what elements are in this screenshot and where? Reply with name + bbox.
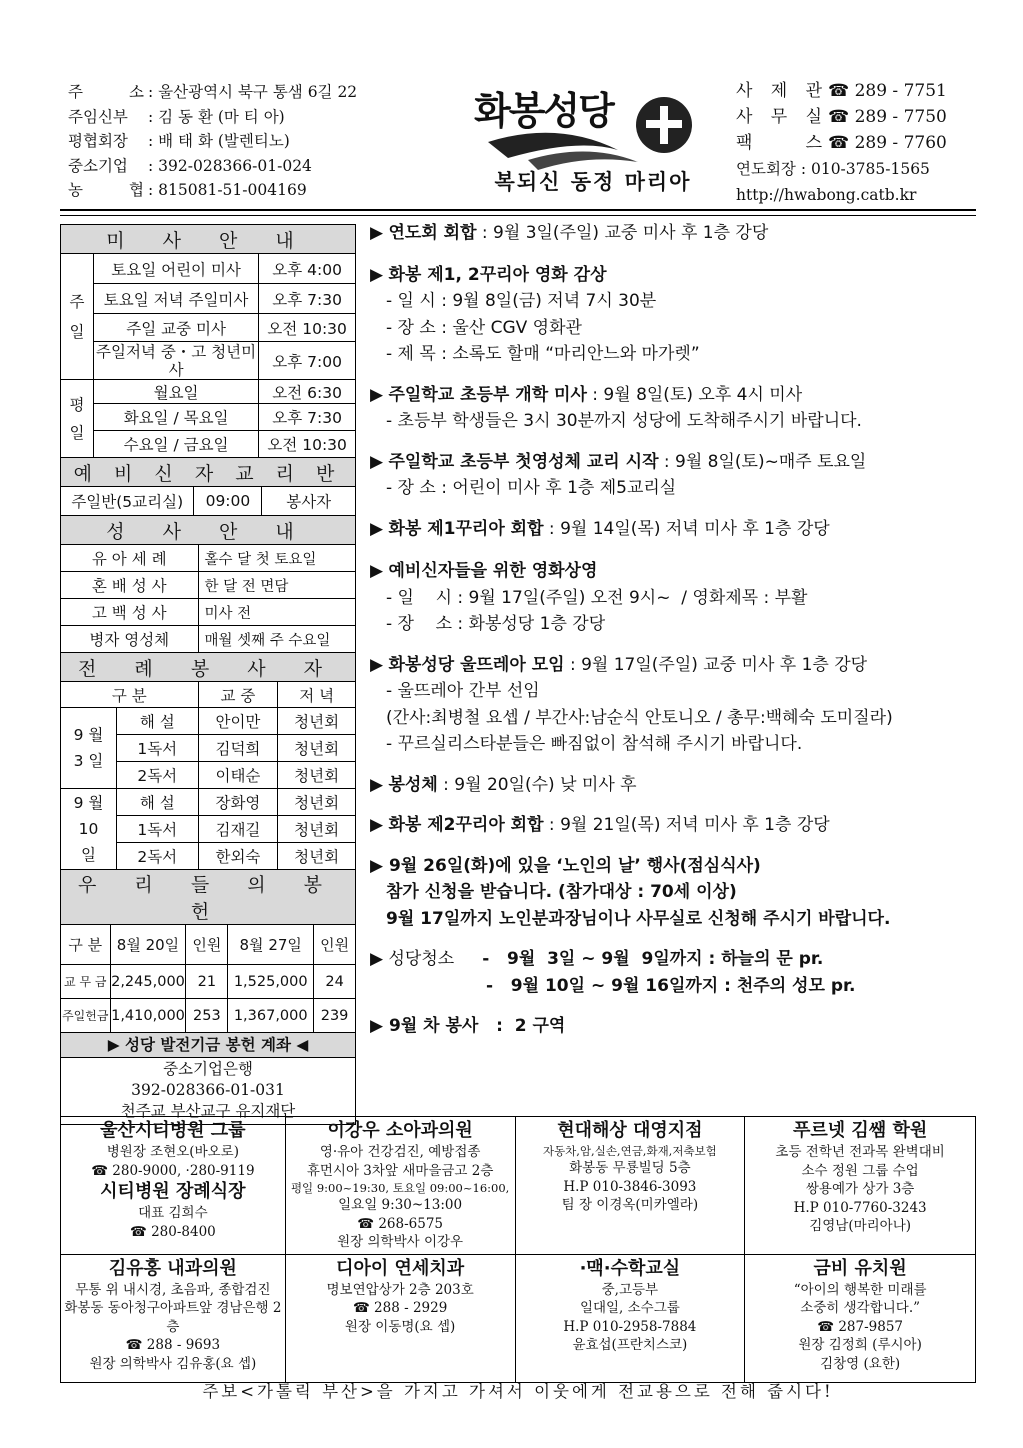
contact-label: 팩 스 [736,133,822,153]
sacrament-title: 성 사 안 내 [61,516,356,545]
contact-row [736,104,981,130]
notice-title [370,449,980,476]
info-value: : 392-028366-01-024 [148,156,312,175]
cleaning-line: - 9월 10일 ~ 9월 16일까지 : 천주의 성모 pr. [486,975,856,996]
catechumen-title: 예 비 신 자 교 리 반 [61,458,356,487]
server-main: 이태순 [198,762,278,789]
notice-detail: : 9월 20일(수) 낮 미사 후 [437,774,637,795]
offering-value: 253 [186,999,228,1033]
offering-title: 우 리 들 의 봉 헌 [61,870,356,925]
ad-line: 윤효섭(프란치스코) [572,1337,688,1353]
ad-cell[interactable] [515,1254,745,1382]
notice-heading: 화봉 제2꾸리아 회합 [388,815,544,835]
offering-value: 21 [186,965,228,999]
mass-time: 오후 7:30 [259,404,356,431]
server-role: 해 설 [116,708,198,735]
notice-line: (간사:최병철 요셉 / 부간사:남순식 안토니오 / 총무:백혜숙 도미질라) [386,707,893,728]
ad-line: H.P 010-2958-7884 [563,1318,697,1335]
ad-line: 휴먼시아 3차앞 새마을금고 2층 [306,1162,494,1179]
fund-line: 392-028366-01-031 [131,1081,285,1099]
mass-name: 토요일 저녁 주일미사 [93,284,258,314]
notice-title [370,382,980,409]
ad-row [61,1254,976,1382]
servers-table [60,652,356,870]
notice-title [370,772,980,799]
spacer [370,758,980,772]
server-evening: 청년회 [278,789,356,816]
mass-title: 미 사 안 내 [61,225,356,254]
spacer [370,502,980,516]
server-evening: 청년회 [278,762,356,789]
notice-line: - 일 시 : 9월 8일(금) 저녁 7시 30분 [386,291,657,311]
ad-line: 병원장 조현오(바오로) [106,1144,239,1160]
notice-title [370,262,980,289]
ad-cell[interactable] [515,1117,745,1255]
ad-row [61,1117,976,1255]
notice-heading: 화봉 제1꾸리아 회합 [388,518,544,539]
logo-name: 화봉성당 [474,89,613,133]
sacrament-name: 고 백 성 사 [61,599,199,626]
left-column [60,224,356,1125]
ad-cell[interactable] [745,1254,976,1382]
offering-head: 구 분 [61,925,111,965]
notice-heading: 주일학교 초등부 첫영성체 교리 시작 [388,451,659,472]
notice-line: - 초등부 학생들은 3시 30분까지 성당에 도착해주시기 바랍니다. [386,411,862,431]
spacer [370,542,980,558]
ad-line: “아이의 행복한 미래를 [793,1281,927,1298]
ad-line: 일대일, 소수그룹 [579,1300,680,1316]
notice-heading: 주일학교 초등부 개학 미사 [388,384,587,405]
offering-row [61,965,356,999]
server-role: 해 설 [116,789,198,816]
info-label: 주 소 [68,83,144,101]
arrow-icon: ▶ [370,855,389,876]
ad-line: 영·유아 건강검진, 예방접종 [319,1144,481,1160]
arrow-icon: ▶ [370,384,389,405]
info-row [68,80,398,105]
sacrament-row [61,545,356,572]
website-link[interactable]: http://hwabong.catb.kr [736,186,917,204]
servers-head: 교 중 [198,682,278,708]
parish-logo [468,80,718,200]
notice-line: - 일 시 : 9월 17일(주일) 오전 9시~ / 영화제목 : 부활 [386,587,808,608]
arrow-icon: ▶ [370,815,389,835]
contact-phone: ☎ 289 - 7750 [828,107,947,127]
ad-line: H.P 010-3846-3093 [563,1178,697,1195]
server-main: 장화영 [198,789,278,816]
info-row [68,105,398,130]
ad-cell[interactable] [745,1117,976,1255]
server-evening: 청년회 [278,735,356,762]
sacrament-info: 홀수 달 첫 토요일 [198,545,355,572]
notice-detail: : 9월 8일(토)~매주 토요일 [658,451,867,472]
offering-value: 1,410,000 [110,999,186,1033]
offering-head: 인원 [314,925,356,965]
ad-line: 쌍용예가 상가 3층 [805,1181,915,1197]
catechumen-table [60,457,356,516]
mass-time: 오전 10:30 [259,314,356,342]
notice-line: - 장 소 : 울산 CGV 영화관 [386,317,582,338]
notice-title [370,558,980,585]
info-label: 평협회장 [68,132,128,151]
notice-detail: : 9월 8일(토) 오후 4시 미사 [586,384,803,405]
ad-line: 초등 전학년 전과목 완벽대비 [775,1144,945,1160]
notice-detail: : 9월 14일(목) 저녁 미사 후 1층 강당 [543,518,830,539]
spacer [370,638,980,652]
ad-line: 일요일 9:30~13:00 [338,1197,463,1213]
server-date: 9 월 3 일 [61,708,117,789]
sacrament-name: 유 아 세 례 [61,545,199,572]
info-label: 중소기업 [68,156,128,175]
logo-tagline: 복되신 동정 마리아 [494,170,692,194]
notice-line: - 장 소 : 어린이 미사 후 1층 제5교리실 [386,478,677,498]
sacrament-row [61,599,356,626]
ad-cell[interactable] [285,1254,515,1382]
contact-label: 사 제 관 [736,81,822,101]
info-value: : 울산광역시 북구 통샘 6길 22 [148,83,358,101]
offering-row [61,999,356,1033]
mass-time: 오후 7:30 [259,284,356,314]
offering-value: 239 [314,999,356,1033]
server-role: 1독서 [116,816,198,843]
spacer [370,247,980,262]
info-row [68,178,398,203]
info-value: : 김 동 환 (마 티 아) [148,107,285,126]
ad-line: 명보연압상가 2층 203호 [326,1281,474,1298]
offering-table [60,869,356,1033]
catechumen-teacher: 봉사자 [262,487,356,516]
ad-title: 금비 유치원 [813,1257,907,1279]
servers-head: 저 녁 [278,682,356,708]
sunday-label: 주일 [61,254,94,380]
weekday-label: 평일 [61,380,94,458]
server-role: 2독서 [116,843,198,870]
spacer [370,368,980,382]
cleaning-line [370,946,980,973]
contact-phone: ☎ 289 - 7760 [828,133,947,153]
mass-time: 오전 6:30 [259,380,356,404]
offering-value: 1,525,000 [228,965,314,999]
notice-title [370,652,980,679]
arrow-icon: ▶ [370,949,389,969]
offering-name: 교 무 금 [61,965,111,999]
server-role: 1독서 [116,735,198,762]
server-evening: 청년회 [278,708,356,735]
ad-line: 무통 위 내시경, 초음파, 종합검진 [75,1281,271,1298]
ad-line: ☎ 280-9000, ·280-9119 [91,1162,255,1179]
ad-grid [60,1116,976,1383]
fund-box [60,1032,356,1125]
notice-title [370,516,980,543]
notice-list [370,220,980,1040]
ad-line: 김창영 (요한) [820,1355,901,1372]
spacer [370,798,980,812]
spacer [370,932,980,946]
offering-value: 1,367,000 [228,999,314,1033]
mass-table [60,224,356,458]
ad-line: 대표 김희수 [138,1205,208,1221]
mass-name: 주일저녁 중・고 청년미사 [93,342,258,380]
catechumen-class: 주일반(5교리실) [61,487,194,516]
server-main: 김덕희 [198,735,278,762]
contact-row [736,78,981,104]
spacer [370,839,980,853]
notice-heading: 화봉 제1, 2꾸리아 영화 감상 [388,264,607,285]
notice-line: - 울뜨레아 간부 선임 [386,681,540,701]
arrow-icon: ▶ [370,223,389,243]
info-row [68,154,398,179]
ad-cell[interactable] [61,1117,286,1255]
parish-info [68,80,398,203]
notice-heading: 연도회 회합 [388,223,477,243]
ad-line: 원장 의학박사 이강우 [337,1234,464,1250]
sacrament-info: 미사 전 [198,599,355,626]
elder-day-text: 9월 26일(화)에 있을 ‘노인의 날’ 행사(점심식사) [389,855,761,876]
mass-name: 화요일 / 목요일 [93,404,258,431]
server-row [61,708,356,735]
ad-line: 화봉동 동아청구아파트앞 경남은행 2층 [64,1300,282,1335]
arrow-icon: ▶ [370,1016,389,1036]
ad-line: ☎ 280-8400 [129,1223,216,1240]
mass-time: 오후 4:00 [259,254,356,284]
ad-title: 김유홍 내과의원 [108,1257,237,1279]
servers-title: 전 례 봉 사 자 [61,653,356,682]
offering-value: 24 [314,965,356,999]
elder-day-line [370,853,980,880]
contact-label: 사 무 실 [736,107,822,127]
spacer [370,435,980,449]
elder-day-line [370,906,980,933]
mass-time: 오후 7:00 [259,342,356,380]
ad-line: ☎ 288 - 9693 [125,1337,221,1353]
ad-title: 울산시티병원 그룹 [100,1120,246,1141]
ad-line: 소중히 생각합니다.” [800,1300,921,1316]
info-label: 농 협 [68,181,144,200]
server-row [61,789,356,816]
notice-title [370,812,980,839]
catechumen-time: 09:00 [194,487,262,516]
mass-name: 토요일 어린이 미사 [93,254,258,284]
arrow-icon: ▶ [370,518,389,539]
ad-title: 푸르넷 김쌤 학원 [792,1120,928,1141]
ad-title: 이강우 소아과의원 [327,1120,473,1141]
sacrament-row [61,572,356,599]
elder-day-text: 참가 신청을 받습니다. (참가대상 : 70세 이상) [386,882,737,902]
ad-title: ·맥·수학교실 [579,1257,681,1279]
offering-head: 8월 27일 [228,925,314,965]
ad-line: 화봉동 무룡빌딩 5층 [569,1160,691,1176]
notice-line: - 제 목 : 소록도 할매 “마리안느와 마가렛” [386,344,700,364]
server-evening: 청년회 [278,843,356,870]
ad-line: 김영남(마리아나) [809,1218,912,1234]
mass-name: 월요일 [93,380,258,404]
header-divider [60,209,976,216]
spacer [370,999,980,1013]
ad-line: ☎ 287-9857 [817,1318,904,1335]
notice-heading: 봉성체 [388,774,438,795]
fund-title: ▶ 성당 발전기금 봉헌 계좌 ◀ [61,1033,355,1058]
notice-line: - 꾸르실리스타분들은 빠짐없이 참석해 주시기 바랍니다. [386,734,803,754]
ad-title: 시티병원 장례식장 [100,1181,246,1202]
sacrament-info: 한 달 전 면담 [198,572,355,599]
offering-head: 인원 [186,925,228,965]
notice-detail: : 9월 3일(주일) 교중 미사 후 1층 강당 [476,223,769,243]
server-date: 9 월 10 일 [61,789,117,870]
offering-name: 주일헌금 [61,999,111,1033]
elder-day-text: 9월 17일까지 노인분과장님이나 사무실로 신청해 주시기 바랍니다. [386,908,891,929]
arrow-icon: ▶ [370,654,389,675]
ad-cell[interactable] [285,1117,515,1255]
offering-value: 2,245,000 [110,965,186,999]
servers-head: 구 분 [61,682,199,708]
sacrament-table [60,515,356,653]
contact-phone: ☎ 289 - 7751 [828,81,947,101]
arrow-icon: ▶ [370,561,389,581]
offering-head: 8월 20일 [110,925,186,965]
contact-row [736,130,981,156]
mass-name: 주일 교중 미사 [93,314,258,342]
ad-line: 원장 의학박사 김유홍(요 셉) [89,1355,257,1372]
ad-line: ☎ 288 - 2929 [352,1300,448,1316]
service-text: 9월 차 봉사 : 2 구역 [389,1016,566,1036]
server-main: 김재길 [198,816,278,843]
server-evening: 청년회 [278,816,356,843]
cleaning-period: - 9월 3일 ~ 9월 9일까지 : 하늘의 문 pr. [482,949,824,969]
footer-note: 주보<가톨릭 부산>을 가지고 가셔서 이웃에게 전교용으로 전해 줍시다! [202,1382,834,1401]
elder-day-line [370,879,980,906]
ad-cell[interactable] [61,1254,286,1382]
server-main: 한외숙 [198,843,278,870]
info-label: 주임신부 [68,107,128,126]
arrow-icon: ▶ [370,264,389,285]
notice-heading: 예비신자들을 위한 영화상영 [388,561,598,581]
ad-line: 중,고등부 [601,1281,659,1298]
fund-line: 중소기업은행 [163,1060,253,1078]
info-value: : 배 태 화 (발렌티노) [148,132,290,151]
info-row [68,129,398,154]
yeondo-phone: 연도회장 : 010-3785-1565 [736,160,930,178]
notice-line: - 장 소 : 화봉성당 1층 강당 [386,614,606,634]
sacrament-info: 매월 셋째 주 수요일 [198,626,355,653]
notice-detail: : 9월 17일(주일) 교중 미사 후 1층 강당 [564,654,868,675]
ad-line: H.P 010-7760-3243 [793,1199,927,1216]
notice-title [370,220,980,247]
mass-time: 오전 10:30 [259,431,356,458]
notice-detail: : 9월 21일(목) 저녁 미사 후 1층 강당 [543,815,830,835]
sacrament-row [61,626,356,653]
sacrament-name: 병자 영성체 [61,626,199,653]
ad-line: ☎ 268-6575 [357,1215,444,1232]
ad-title: 디아이 연세치과 [336,1257,465,1279]
ad-line: 원장 김정희 (루시아) [798,1337,922,1353]
sacrament-name: 혼 배 성 사 [61,572,199,599]
contact-info [736,78,981,208]
ad-line: 팀 장 이경옥(미카엘라) [561,1197,699,1213]
ad-line: 원장 이동명(요 셉) [344,1318,456,1335]
arrow-icon: ▶ [370,451,389,472]
server-role: 2독서 [116,762,198,789]
ad-title: 현대해상 대영지점 [557,1120,703,1141]
ad-line: 소수 정원 그룹 수업 [801,1162,919,1179]
fund-line: 천주교 부산교구 유지재단 [120,1102,296,1120]
cleaning-label: 성당청소 [388,949,455,969]
arrow-icon: ▶ [370,774,389,795]
ad-line: 평일 9:00~19:30, 토요일 09:00~16:00, [290,1181,510,1195]
info-value: : 815081-51-004169 [148,181,307,200]
ad-line: 자동차,암,실손,연금,화재,저축보험 [542,1144,717,1158]
notice-heading: 화봉성당 울뜨레아 모임 [388,654,565,675]
mass-name: 수요일 / 금요일 [93,431,258,458]
service-line [370,1013,980,1040]
server-main: 안이만 [198,708,278,735]
